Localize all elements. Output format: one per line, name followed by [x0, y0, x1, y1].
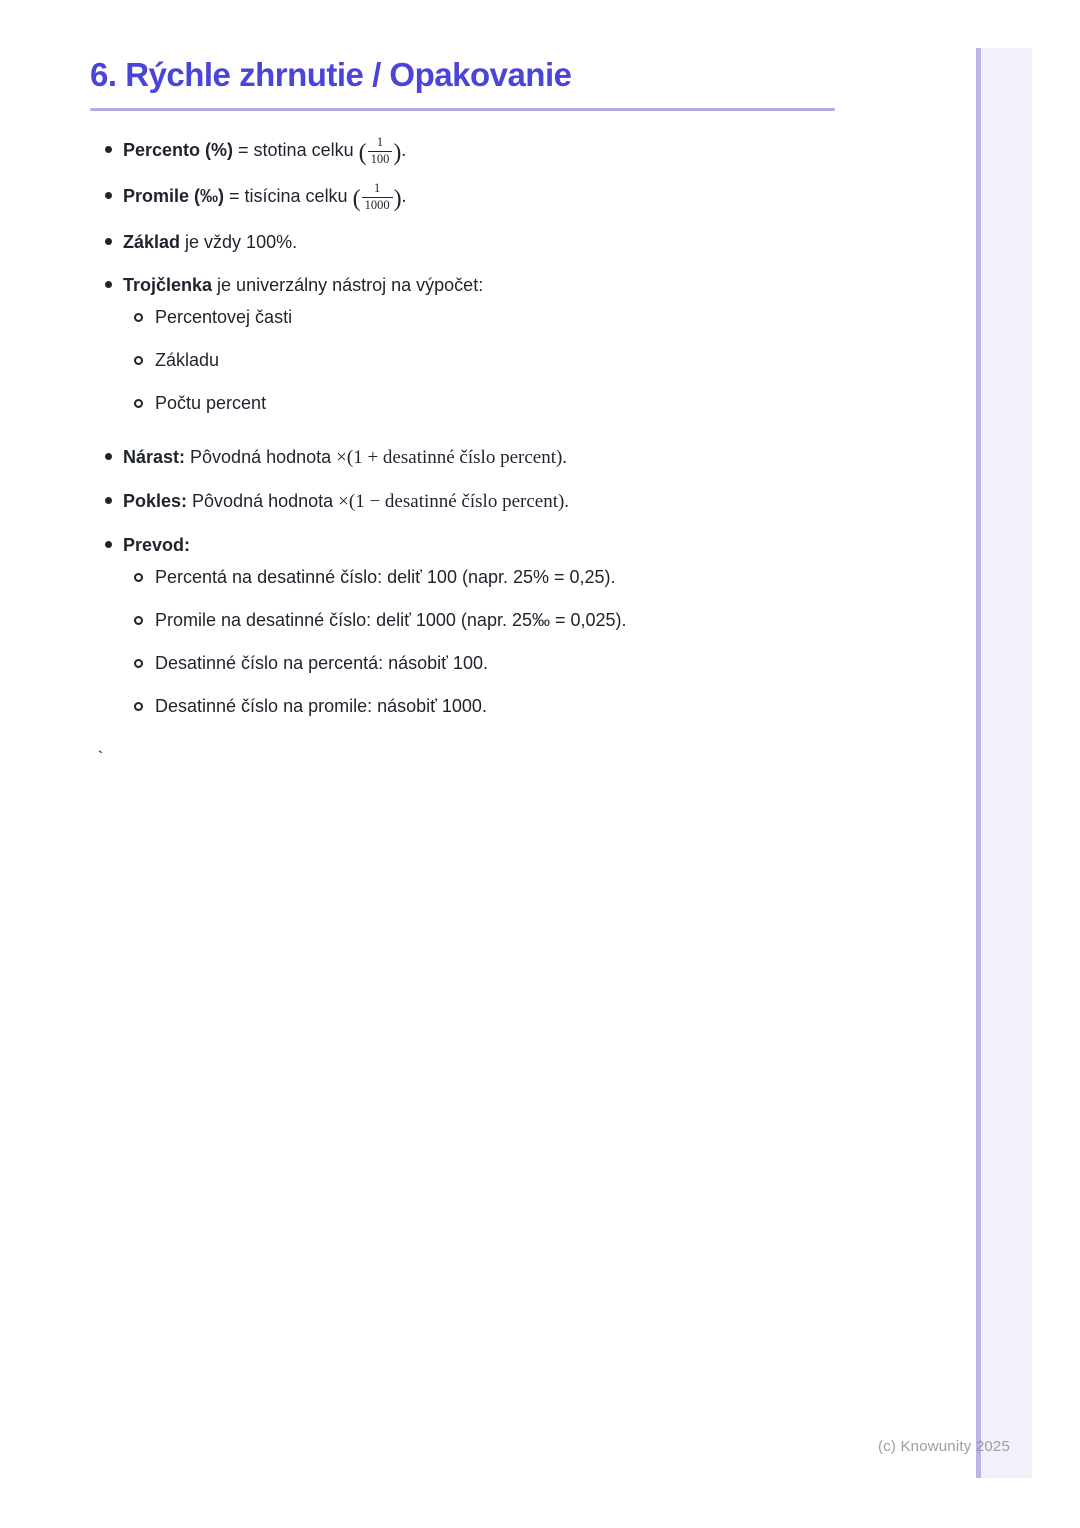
- fraction: [368, 136, 393, 167]
- sublist-item: [90, 692, 835, 735]
- stray-backtick: `: [95, 750, 106, 770]
- item-text: = stotina celku: [233, 140, 359, 160]
- math-close-paren: ): [393, 140, 402, 166]
- title-underline: [90, 108, 835, 111]
- item-lead: Nárast:: [123, 447, 186, 467]
- sublist-item: [90, 649, 835, 692]
- sublist-item: [90, 346, 835, 389]
- math-open-paren: (: [358, 140, 367, 166]
- bullet-icon: [105, 453, 112, 460]
- page-content: [90, 55, 835, 774]
- fraction-numerator: 1: [368, 136, 393, 152]
- trojclenka-sublist: [90, 303, 835, 443]
- fraction-numerator: 1: [362, 182, 393, 198]
- list-item-pokles: [90, 487, 835, 531]
- circle-bullet-icon: [134, 356, 143, 365]
- list-item-zaklad: [90, 228, 835, 271]
- item-lead: Pokles:: [123, 491, 188, 511]
- item-lead: Trojčlenka: [123, 275, 213, 295]
- summary-list: [90, 136, 835, 774]
- item-text: = tisícina celku: [224, 186, 353, 206]
- bullet-icon: [105, 192, 112, 199]
- bullet-icon: [105, 146, 112, 153]
- item-lead: Prevod:: [123, 535, 191, 555]
- bullet-icon: [105, 497, 112, 504]
- subitem-text: Promile na desatinné číslo: deliť 1000 (napr. 25‰ = 0,025).: [155, 610, 627, 630]
- subitem-text: Desatinné číslo na promile: násobiť 1000.: [155, 696, 487, 716]
- fraction-denominator: 100: [370, 152, 390, 166]
- bullet-icon: [105, 281, 112, 288]
- prevod-sublist: [90, 563, 835, 746]
- circle-bullet-icon: [134, 399, 143, 408]
- list-item-promile: [90, 182, 835, 228]
- circle-bullet-icon: [134, 573, 143, 582]
- bullet-icon: [105, 238, 112, 245]
- subitem-text: Percentá na desatinné číslo: deliť 100 (napr. 25% = 0,25).: [155, 567, 616, 587]
- copyright-footer: (c) Knowunity 2025: [877, 1438, 1010, 1455]
- item-lead: Percento (%): [123, 140, 234, 160]
- item-lead: Základ: [123, 232, 181, 252]
- fraction-denominator: 1000: [364, 198, 390, 212]
- subitem-text: Základu: [155, 350, 220, 370]
- list-item-percento: [90, 136, 835, 182]
- math-expression: ×(1 + desatinné číslo percent).: [336, 447, 568, 468]
- sublist-item: [90, 563, 835, 606]
- math-close-paren: ): [393, 186, 402, 212]
- sublist-item: [90, 389, 835, 432]
- math-period: .: [401, 140, 407, 161]
- item-text: Pôvodná hodnota: [185, 447, 337, 467]
- page-title: 6. Rýchle zhrnutie / Opakovanie: [90, 56, 572, 93]
- math-period: .: [401, 186, 407, 207]
- sublist-item: [90, 303, 835, 346]
- item-lead: Promile (‰): [123, 186, 225, 206]
- fraction: [362, 182, 393, 213]
- math-expression: ×(1 − desatinné číslo percent).: [338, 491, 570, 512]
- subitem-text: Počtu percent: [155, 393, 267, 413]
- subitem-text: Desatinné číslo na percentá: násobiť 100.: [155, 653, 488, 673]
- circle-bullet-icon: [134, 702, 143, 711]
- item-text: je vždy 100%.: [180, 232, 298, 252]
- sublist-item: [90, 606, 835, 649]
- circle-bullet-icon: [134, 659, 143, 668]
- bullet-icon: [105, 541, 112, 548]
- item-text: Pôvodná hodnota: [187, 491, 339, 511]
- item-text: je univerzálny nástroj na výpočet:: [212, 275, 484, 295]
- circle-bullet-icon: [134, 616, 143, 625]
- list-item-trojclenka: [90, 271, 835, 303]
- list-item-narast: [90, 443, 835, 487]
- page-edge-strip: [976, 48, 1032, 1478]
- subitem-text: Percentovej časti: [155, 307, 293, 327]
- list-item-prevod: [90, 531, 835, 563]
- math-open-paren: (: [352, 186, 361, 212]
- circle-bullet-icon: [134, 313, 143, 322]
